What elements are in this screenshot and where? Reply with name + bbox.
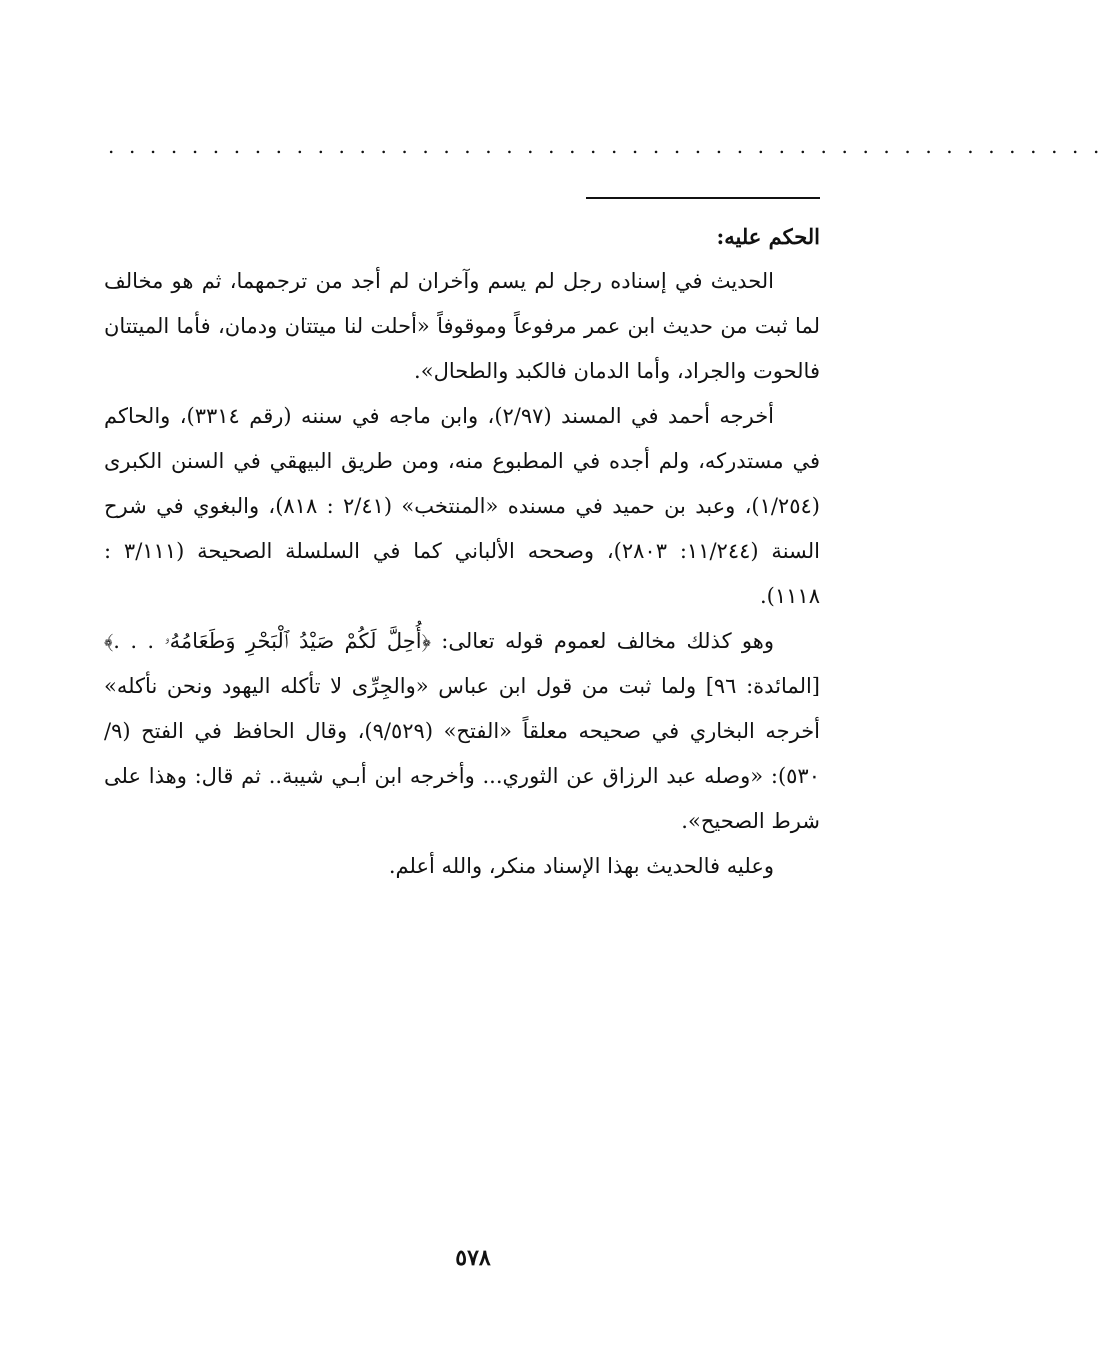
paragraph-4: وعليه فالحديث بهذا الإسناد منكر، والله أعلم. [388,854,774,878]
separator-dots: ................................................ [108,134,1114,158]
paragraph-3: وهو كذلك مخالف لعموم قوله تعالى: ﴿أُحِلَّ لَكُمْ صَيْدُ ٱلْبَحْرِ وَطَعَامُهُۥ . . .﴾ [المائدة: ٩٦] ولما ثبت من قول ابن عباس «والجِرِّى لا تأكله اليهود ونحن نأكله» أخرجه البخاري في صحيحه معلقاً «الفتح» (٩/٥٢٩)، وقال الحافظ في الفتح (٩/ ٥٣٠): «وصله عبد الرزاق عن الثوري... وأخرجه ابن أبـي شيبة.. ثم قال: وهذا على شرط الصحيح». [104,629,821,833]
paragraph-1: الحديث في إسناده رجل لم يسم وآخران لم أجد من ترجمهما، ثم هو مخالف لما ثبت من حديث ابن عمر مرفوعاً وموقوفاً «أحلت لنا ميتتان ودمان، فأما الميتتان فالحوت والجراد، وأما الدمان فالكبد والطحال». [104,269,820,383]
footnote-rule [586,197,820,199]
section-heading: الحكم عليه: [716,224,820,249]
main-text [104,214,820,889]
paragraph-2: أخرجه أحمد في المسند (٢/٩٧)، وابن ماجه في سننه (رقم ٣٣١٤)، والحاكم في مستدركه، ولم أجده في المطبوع منه، ومن طريق البيهقي في السنن الكبرى (١/٢٥٤)، وعبد بن حميد في مسنده «المنتخب» (٢/٤١ : ٨١٨)، والبغوي في شرح السنة (١١/٢٤٤: ٢٨٠٣)، وصححه الألباني كما في السلسلة الصحيحة (٣/١١١ : ١١١٨). [104,404,820,608]
page-number: ٥٧٨ [455,1245,491,1271]
